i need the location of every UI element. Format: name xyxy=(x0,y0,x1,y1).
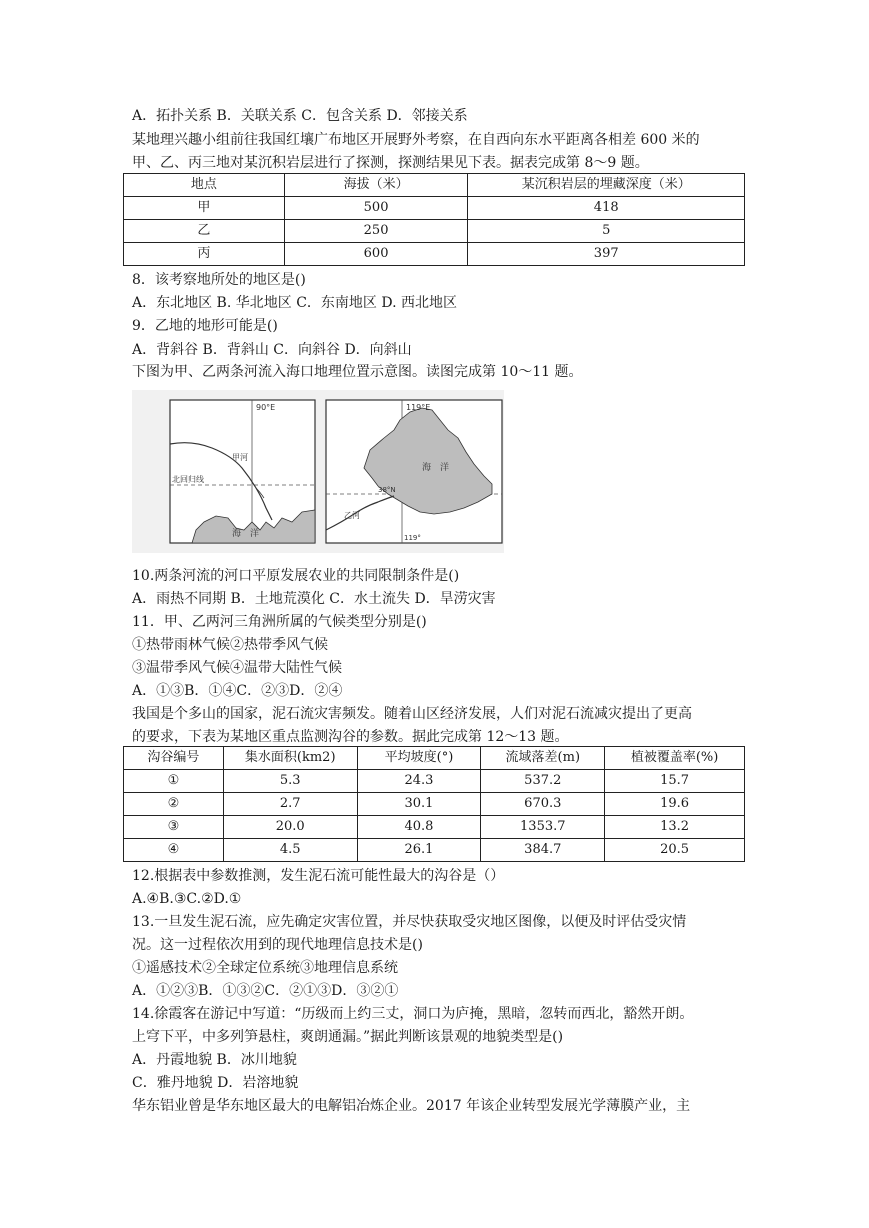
table-cell: 15.7 xyxy=(605,770,745,793)
table-header-cell: 流域落差(m) xyxy=(481,747,605,770)
q10-options: A．雨热不同期 B．土地荒漠化 C．水土流失 D．旱涝灾害 xyxy=(132,591,496,607)
table-cell: 甲 xyxy=(124,197,285,220)
table-cell: 384.7 xyxy=(481,839,605,862)
table-cell: 丙 xyxy=(124,243,285,266)
q13-options: A．①②③B．①③②C．②①③D．③②① xyxy=(132,983,399,999)
table-row xyxy=(124,220,745,243)
table-cell: 24.3 xyxy=(357,770,481,793)
table-cell: 500 xyxy=(284,197,468,220)
right-sea-label: 海 洋 xyxy=(422,463,450,473)
table-row xyxy=(124,793,745,816)
table-header-cell: 植被覆盖率(%) xyxy=(605,747,745,770)
table-cell: 537.2 xyxy=(481,770,605,793)
q14-line2: 上穹下平，中多列笋悬柱，爽朗通漏。”据此判断该景观的地貌类型是() xyxy=(132,1029,564,1045)
table-cell: 5 xyxy=(468,220,745,243)
table-cell: 20.0 xyxy=(223,816,357,839)
q13-line1: 13.一旦发生泥石流，应先确定灾害位置，并尽快获取受灾地区图像，以便及时评估受灾情 xyxy=(132,914,687,930)
q11-items-a: ①热带雨林气候②热带季风气候 xyxy=(132,637,328,653)
table-gully-params xyxy=(123,746,745,862)
table-header-cell: 某沉积岩层的埋藏深度（米） xyxy=(468,174,745,197)
q14-options-a: A．丹霞地貌 B．冰川地貌 xyxy=(132,1052,297,1068)
table-row xyxy=(124,770,745,793)
table-row xyxy=(124,816,745,839)
q12-stem: 12.根据表中参数推测，发生泥石流可能性最大的沟谷是（） xyxy=(132,868,505,884)
table-header-row xyxy=(124,174,745,197)
q14-line1: 14.徐霞客在游记中写道：“历级而上约三丈，洞口为庐掩，黑暗，忽转而西北，豁然开朗。 xyxy=(132,1006,694,1022)
table-cell: 20.5 xyxy=(605,839,745,862)
intro-12-13-line1: 我国是个多山的国家，泥石流灾害频发。随着山区经济发展，人们对泥石流减灾提出了更高 xyxy=(132,706,692,722)
table-cell: 40.8 xyxy=(357,816,481,839)
q13-items: ①遥感技术②全球定位系统③地理信息系统 xyxy=(132,960,398,976)
q11-stem: 11．甲、乙两河三角洲所属的气候类型分别是() xyxy=(132,614,427,630)
q7-options: A．拓扑关系 B．关联关系 C．包含关系 D．邻接关系 xyxy=(132,108,468,124)
river-yi-label: 乙河 xyxy=(344,511,360,520)
table-cell: 1353.7 xyxy=(481,816,605,839)
table-cell: 30.1 xyxy=(357,793,481,816)
q8-stem: 8．该考察地所处的地区是() xyxy=(132,272,306,288)
table-row xyxy=(124,243,745,266)
river-mouth-map xyxy=(132,390,504,553)
q11-options: A．①③B．①④C．②③D．②④ xyxy=(132,683,343,699)
table-cell: 670.3 xyxy=(481,793,605,816)
q10-stem: 10.两条河流的河口平原发展农业的共同限制条件是() xyxy=(132,568,460,584)
q11-items-b: ③温带季风气候④温带大陆性气候 xyxy=(132,660,342,676)
table-row xyxy=(124,839,745,862)
table-cell: ② xyxy=(124,793,224,816)
table-cell: 13.2 xyxy=(605,816,745,839)
q8-options: A．东北地区 B. 华北地区 C．东南地区 D. 西北地区 xyxy=(132,295,457,311)
q9-options: A．背斜谷 B．背斜山 C．向斜谷 D．向斜山 xyxy=(132,342,412,358)
table-cell: 5.3 xyxy=(223,770,357,793)
table-cell: 600 xyxy=(284,243,468,266)
river-jia-label: 甲河 xyxy=(232,453,248,462)
left-sea-label: 海 洋 xyxy=(232,529,260,539)
table-header-cell: 集水面积(km2) xyxy=(223,747,357,770)
intro-8-9-line2: 甲、乙、丙三地对某沉积岩层进行了探测，探测结果见下表。据表完成第 8～9 题。 xyxy=(132,155,649,171)
table-header-cell: 地点 xyxy=(124,174,285,197)
table-cell: 250 xyxy=(284,220,468,243)
table-cell: 4.5 xyxy=(223,839,357,862)
left-lon-label: 90°E xyxy=(256,403,276,412)
table-row xyxy=(124,197,745,220)
table-header-cell: 沟谷编号 xyxy=(124,747,224,770)
table-header-cell: 平均坡度(°) xyxy=(357,747,481,770)
table-cell: 397 xyxy=(468,243,745,266)
intro-last: 华东铝业曾是华东地区最大的电解铝冶炼企业。2017 年该企业转型发展光学薄膜产业，主 xyxy=(132,1098,691,1114)
q9-stem: 9．乙地的地形可能是() xyxy=(132,318,278,334)
table-cell: 418 xyxy=(468,197,745,220)
table-cell: 乙 xyxy=(124,220,285,243)
tropic-label: 北回归线 xyxy=(172,475,204,484)
table-header-cell: 海拔（米） xyxy=(284,174,468,197)
table-cell: 19.6 xyxy=(605,793,745,816)
q13-line2: 况。这一过程依次用到的现代地理信息技术是() xyxy=(132,937,423,953)
right-lon-top-label: 119°E xyxy=(406,403,431,412)
table-cell: ① xyxy=(124,770,224,793)
table-rock-layer xyxy=(123,173,745,266)
table-cell: ③ xyxy=(124,816,224,839)
intro-12-13-line2: 的要求，下表为某地区重点监测沟谷的参数。据此完成第 12～13 题。 xyxy=(132,729,569,745)
q14-options-b: C．雅丹地貌 D．岩溶地貌 xyxy=(132,1075,299,1091)
intro-10-11: 下图为甲、乙两条河流入海口地理位置示意图。读图完成第 10～11 题。 xyxy=(132,364,583,380)
right-lon-bottom-label: 119° xyxy=(404,534,421,542)
q12-options: A.④B.③C.②D.① xyxy=(132,891,242,907)
table-header-row xyxy=(124,747,745,770)
table-cell: 26.1 xyxy=(357,839,481,862)
table-cell: 2.7 xyxy=(223,793,357,816)
table-cell: ④ xyxy=(124,839,224,862)
lat-label: 38°N xyxy=(378,486,396,494)
intro-8-9-line1: 某地理兴趣小组前往我国红壤广布地区开展野外考察，在自西向东水平距离各相差 600 米的 xyxy=(132,132,700,148)
